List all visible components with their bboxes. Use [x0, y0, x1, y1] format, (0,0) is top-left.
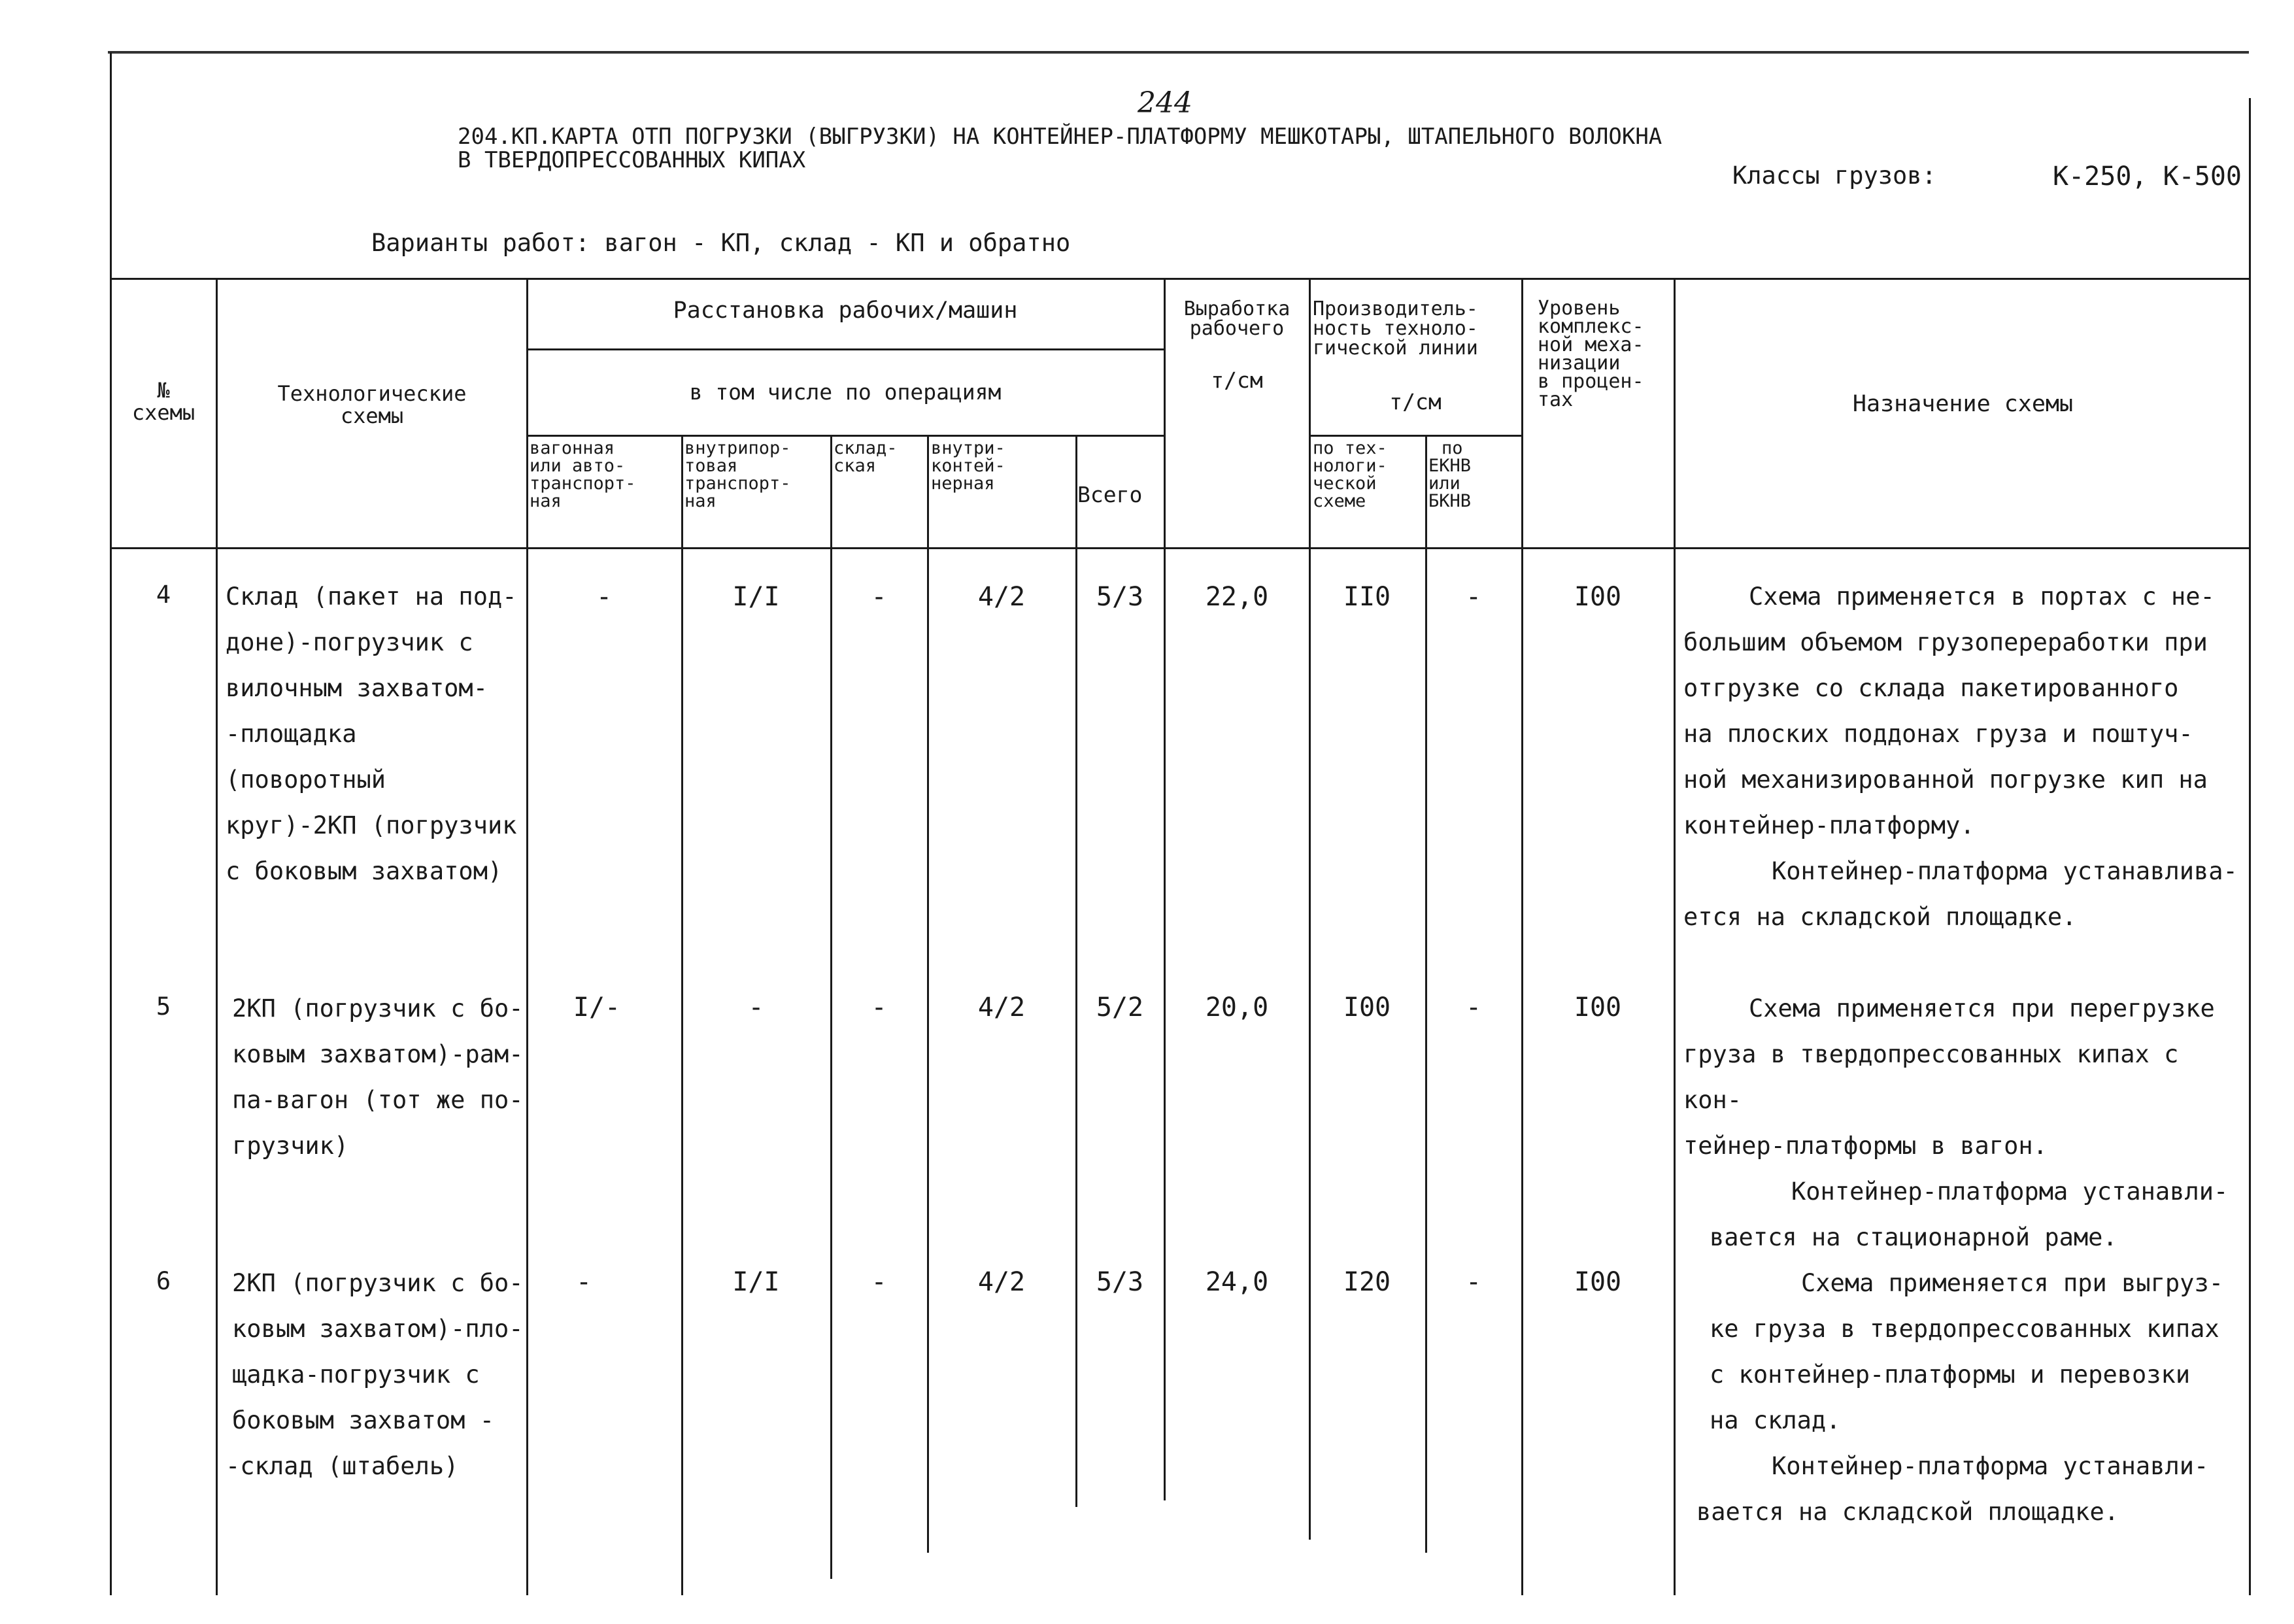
left-border-line: [110, 52, 112, 1595]
table-row-6-output: 24,0: [1205, 1267, 1269, 1297]
header-wagon: вагонная или авто- транспорт- ная: [530, 438, 636, 511]
operations-sub-line: [526, 435, 1164, 437]
header-productivity-unit: т/см: [1389, 389, 1442, 414]
table-row-4-no: 4: [156, 581, 171, 609]
page-number: 244: [1138, 86, 1192, 120]
header-output-unit: т/см: [1211, 367, 1263, 393]
right-border-line: [2249, 98, 2251, 1595]
table-row-4-intracontainer: 4/2: [977, 582, 1026, 612]
col-line-2: [526, 278, 528, 1595]
table-row-4-by-tech: II0: [1343, 582, 1391, 612]
table-row-5-no: 5: [156, 992, 171, 1021]
header-output: Выработка рабочего: [1183, 297, 1290, 340]
header-intracontainer: внутри- контей- нерная: [931, 438, 1005, 494]
header-warehouse: склад- ская: [834, 438, 898, 476]
header-total: Всего: [1077, 482, 1143, 507]
col-line-11: [1674, 278, 1676, 1595]
table-row-5-warehouse: -: [871, 992, 887, 1023]
table-row-6-intraport: I/I: [732, 1267, 780, 1297]
header-by-tech-scheme: по тех- нологи- ческой схеме: [1313, 438, 1387, 511]
header-tech-schemes: Технологические схемы: [277, 381, 467, 428]
table-row-4-total: 5/3: [1096, 582, 1144, 612]
table-row-6-by-tech: I20: [1343, 1267, 1391, 1297]
table-row-6-scheme: 2КП (погрузчик с бо- ковым захватом)-пло- щадка-погрузчик с боковым захватом - -склад (штабель): [226, 1269, 524, 1480]
header-placement: Расстановка рабочих/машин: [673, 297, 1018, 324]
table-row-4-mech: I00: [1574, 582, 1622, 612]
col-line-8: [1309, 278, 1311, 1540]
table-row-6-no: 6: [156, 1267, 171, 1295]
col-line-7: [1164, 278, 1166, 1500]
table-row-4-warehouse: -: [871, 582, 887, 612]
header-intraport: внутрипор- товая транспорт- ная: [684, 438, 791, 511]
table-row-6-mech: I00: [1574, 1267, 1622, 1297]
table-row-6-wagon: -: [575, 1267, 592, 1297]
table-row-5-scheme: 2КП (погрузчик с бо- ковым захватом)-рам- па-вагон (тот же по- грузчик): [232, 994, 524, 1160]
table-row-5-mech: I00: [1574, 992, 1622, 1023]
document-title: 204.КП.КАРТА ОТП ПОГРУЗКИ (ВЫГРУЗКИ) НА КОНТЕЙНЕР-ПЛАТФОРМУ МЕШКОТАРЫ, ШТАПЕЛЬНОГО ВОЛОКНА: [458, 124, 1662, 150]
table-row-5-intracontainer: 4/2: [977, 992, 1026, 1023]
table-row-4-intraport: I/I: [732, 582, 780, 612]
header-mech-level: Уровень комплекс- ной меха- низации в процен- тах: [1538, 297, 1644, 411]
header-productivity: Производитель- ность техноло- гической линии: [1313, 297, 1478, 360]
col-line-10: [1521, 278, 1523, 1595]
cargo-class-label: Классы грузов:: [1732, 161, 1936, 190]
header-purpose: Назначение схемы: [1852, 391, 2074, 417]
table-row-4-scheme: Склад (пакет на под- доне)-погрузчик с вилочным захватом- -площадка (поворотный круг)-2КП (погрузчик с боковым захватом): [226, 583, 517, 885]
header-incl-operations: в том числе по операциям: [689, 379, 1002, 405]
table-row-4-output: 22,0: [1205, 582, 1269, 612]
table-top-line: [110, 278, 2251, 280]
table-row-5-total: 5/2: [1096, 992, 1144, 1023]
work-variants: Варианты работ: вагон - КП, склад - КП и обратно: [371, 229, 1071, 257]
table-row-5-intraport: -: [748, 992, 764, 1023]
header-scheme-no: № схемы: [131, 378, 195, 425]
header-by-eknv: по ЕКНВ или БКНВ: [1428, 438, 1472, 511]
top-border-line: [108, 51, 2249, 54]
table-row-5-purpose: Схема применяется при перегрузке груза в твердопрессованных кипах с кон- тейнер-платформы в вагон. Контейнер-платформа устанавли- вается на стационарной раме.: [1683, 994, 2229, 1251]
productivity-sub-line: [1309, 435, 1521, 437]
col-line-1: [216, 278, 218, 1595]
table-row-6-intracontainer: 4/2: [977, 1267, 1026, 1297]
table-row-5-output: 20,0: [1205, 992, 1269, 1023]
table-row-5-wagon: I/-: [573, 992, 621, 1023]
table-row-6-purpose: Схема применяется при выгруз- ке груза в твердопрессованных кипах с контейнер-платформы и перевозки на склад. Контейнер-платформа устанавли- вается на складской площадке.: [1696, 1269, 2224, 1526]
table-row-4-by-eknv: -: [1465, 582, 1482, 612]
header-bottom-line: [110, 547, 2251, 549]
table-row-6-warehouse: -: [871, 1267, 887, 1297]
placement-sub-line: [526, 348, 1164, 350]
document-subtitle: В ТВЕРДОПРЕССОВАННЫХ КИПАХ: [458, 147, 806, 173]
table-row-6-by-eknv: -: [1465, 1267, 1482, 1297]
table-row-4-purpose: Схема применяется в портах с не- большим объемом грузопереработки при отгрузке со склада пакетированного на плоских поддонах груза и поштуч- ной механизированной погрузке кип на контейнер-платформу. Контейнер-платформа устанавлива- ется на складской площадке.: [1683, 583, 2238, 931]
table-row-6-total: 5/3: [1096, 1267, 1144, 1297]
table-row-4-wagon: -: [596, 582, 613, 612]
cargo-class-value: К-250, К-500: [2053, 161, 2242, 192]
table-row-5-by-tech: I00: [1343, 992, 1391, 1023]
table-row-5-by-eknv: -: [1465, 992, 1482, 1023]
